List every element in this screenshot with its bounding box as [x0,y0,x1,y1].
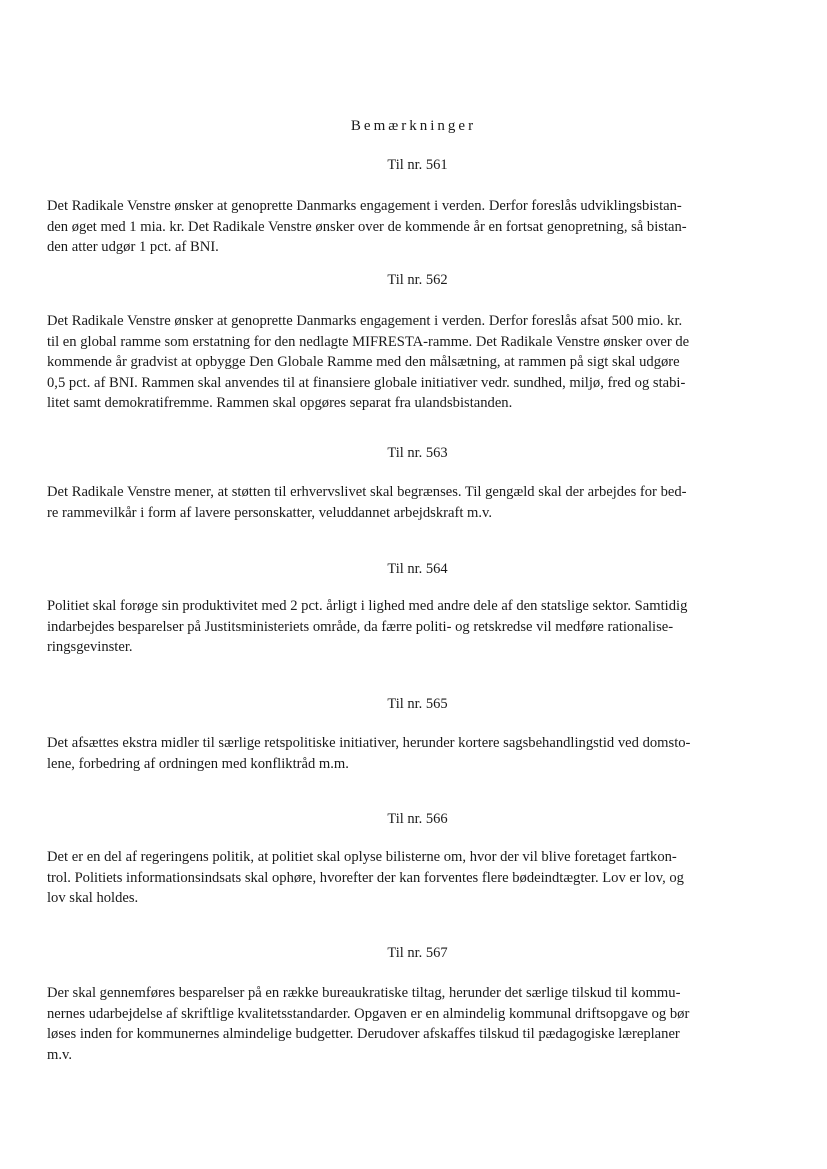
text-line: litet samt demokratifremme. Rammen skal opgøres separat fra ulandsbistanden. [47,395,513,411]
section-heading-566: Til nr. 566 [387,811,448,827]
text-line: løses inden for kommunernes almindelige budgetter. Derudover afskaffes tilskud til pædagogiske læreplaner [47,1026,680,1042]
text-line: re rammevilkår i form af lavere personskatter, veluddannet arbejdskraft m.v. [47,504,493,521]
section-text-564 [47,596,787,658]
document-title: Bemærkninger [350,118,477,134]
text-line: Det Radikale Venstre mener, at støtten til erhvervslivet skal begrænses. Til gengæld skal der arbejdes for bed- [47,484,687,500]
section-text-562 [47,311,787,414]
text-line: Det afsættes ekstra midler til særlige retspolitiske initiativer, herunder kortere sagsbehandlingstid ved domsto- [47,735,691,751]
text-line: til en global ramme som erstatning for den nedlagte MIFRESTA-ramme. Det Radikale Venstre ønsker over de [47,333,690,350]
text-line: ringsgevinster. [47,639,133,655]
text-line: Det Radikale Venstre ønsker at genoprette Danmarks engagement i verden. Derfor foreslås udviklingsbistan- [47,198,682,214]
text-line: Det er en del af regeringens politik, at politiet skal oplyse bilisterne om, hvor der vil blive foretaget fartkon- [47,849,677,865]
text-line: lene, forbedring af ordningen med konfliktråd m.m. [47,755,349,772]
section-text-561 [47,196,787,258]
section-heading-565: Til nr. 565 [387,696,448,712]
text-line: Der skal gennemføres besparelser på en række bureaukratiske tiltag, herunder det særlige tilskud til kommu- [47,985,681,1001]
text-line: Det Radikale Venstre ønsker at genoprette Danmarks engagement i verden. Derfor foreslås afsat 500 mio. kr. [47,313,683,329]
section-heading-561: Til nr. 561 [387,157,448,173]
section-heading-564: Til nr. 564 [387,561,448,577]
section-heading-567: Til nr. 567 [387,945,448,961]
section-text-567 [47,983,787,1065]
text-line: trol. Politiets informationsindsats skal ophøre, hvorefter der kan forventes flere bødeindtægter. Lov er lov, og [47,869,684,886]
section-text-566 [47,847,787,909]
text-line: m.v. [47,1046,72,1063]
text-line: Politiet skal forøge sin produktivitet med 2 pct. årligt i lighed med andre dele af den statslige sektor. Samtidig [47,598,688,614]
text-line: den atter udgør 1 pct. af BNI. [47,239,219,255]
section-text-563 [47,482,787,523]
section-text-565 [47,733,787,774]
section-heading-563: Til nr. 563 [387,445,448,461]
text-line: kommende år gradvist at opbygge Den Globale Ramme med den målsætning, at rammen på sigt skal udgøre [47,354,680,370]
section-heading-562: Til nr. 562 [387,272,448,288]
text-line: nernes udarbejdelse af skriftlige kvalitetsstandarder. Opgaven er en almindelig kommunal driftsopgave og bør [47,1005,690,1022]
text-line: 0,5 pct. af BNI. Rammen skal anvendes til at finansiere globale initiativer vedr. sundhed, miljø, fred og stabi- [47,374,686,391]
text-line: indarbejdes besparelser på Justitsministeriets område, da færre politi- og retskredse vil medføre rationalise- [47,618,674,635]
text-line: lov skal holdes. [47,890,139,906]
text-line: den øget med 1 mia. kr. Det Radikale Venstre ønsker over de kommende år en fortsat genopretning, så bistan- [47,218,687,235]
